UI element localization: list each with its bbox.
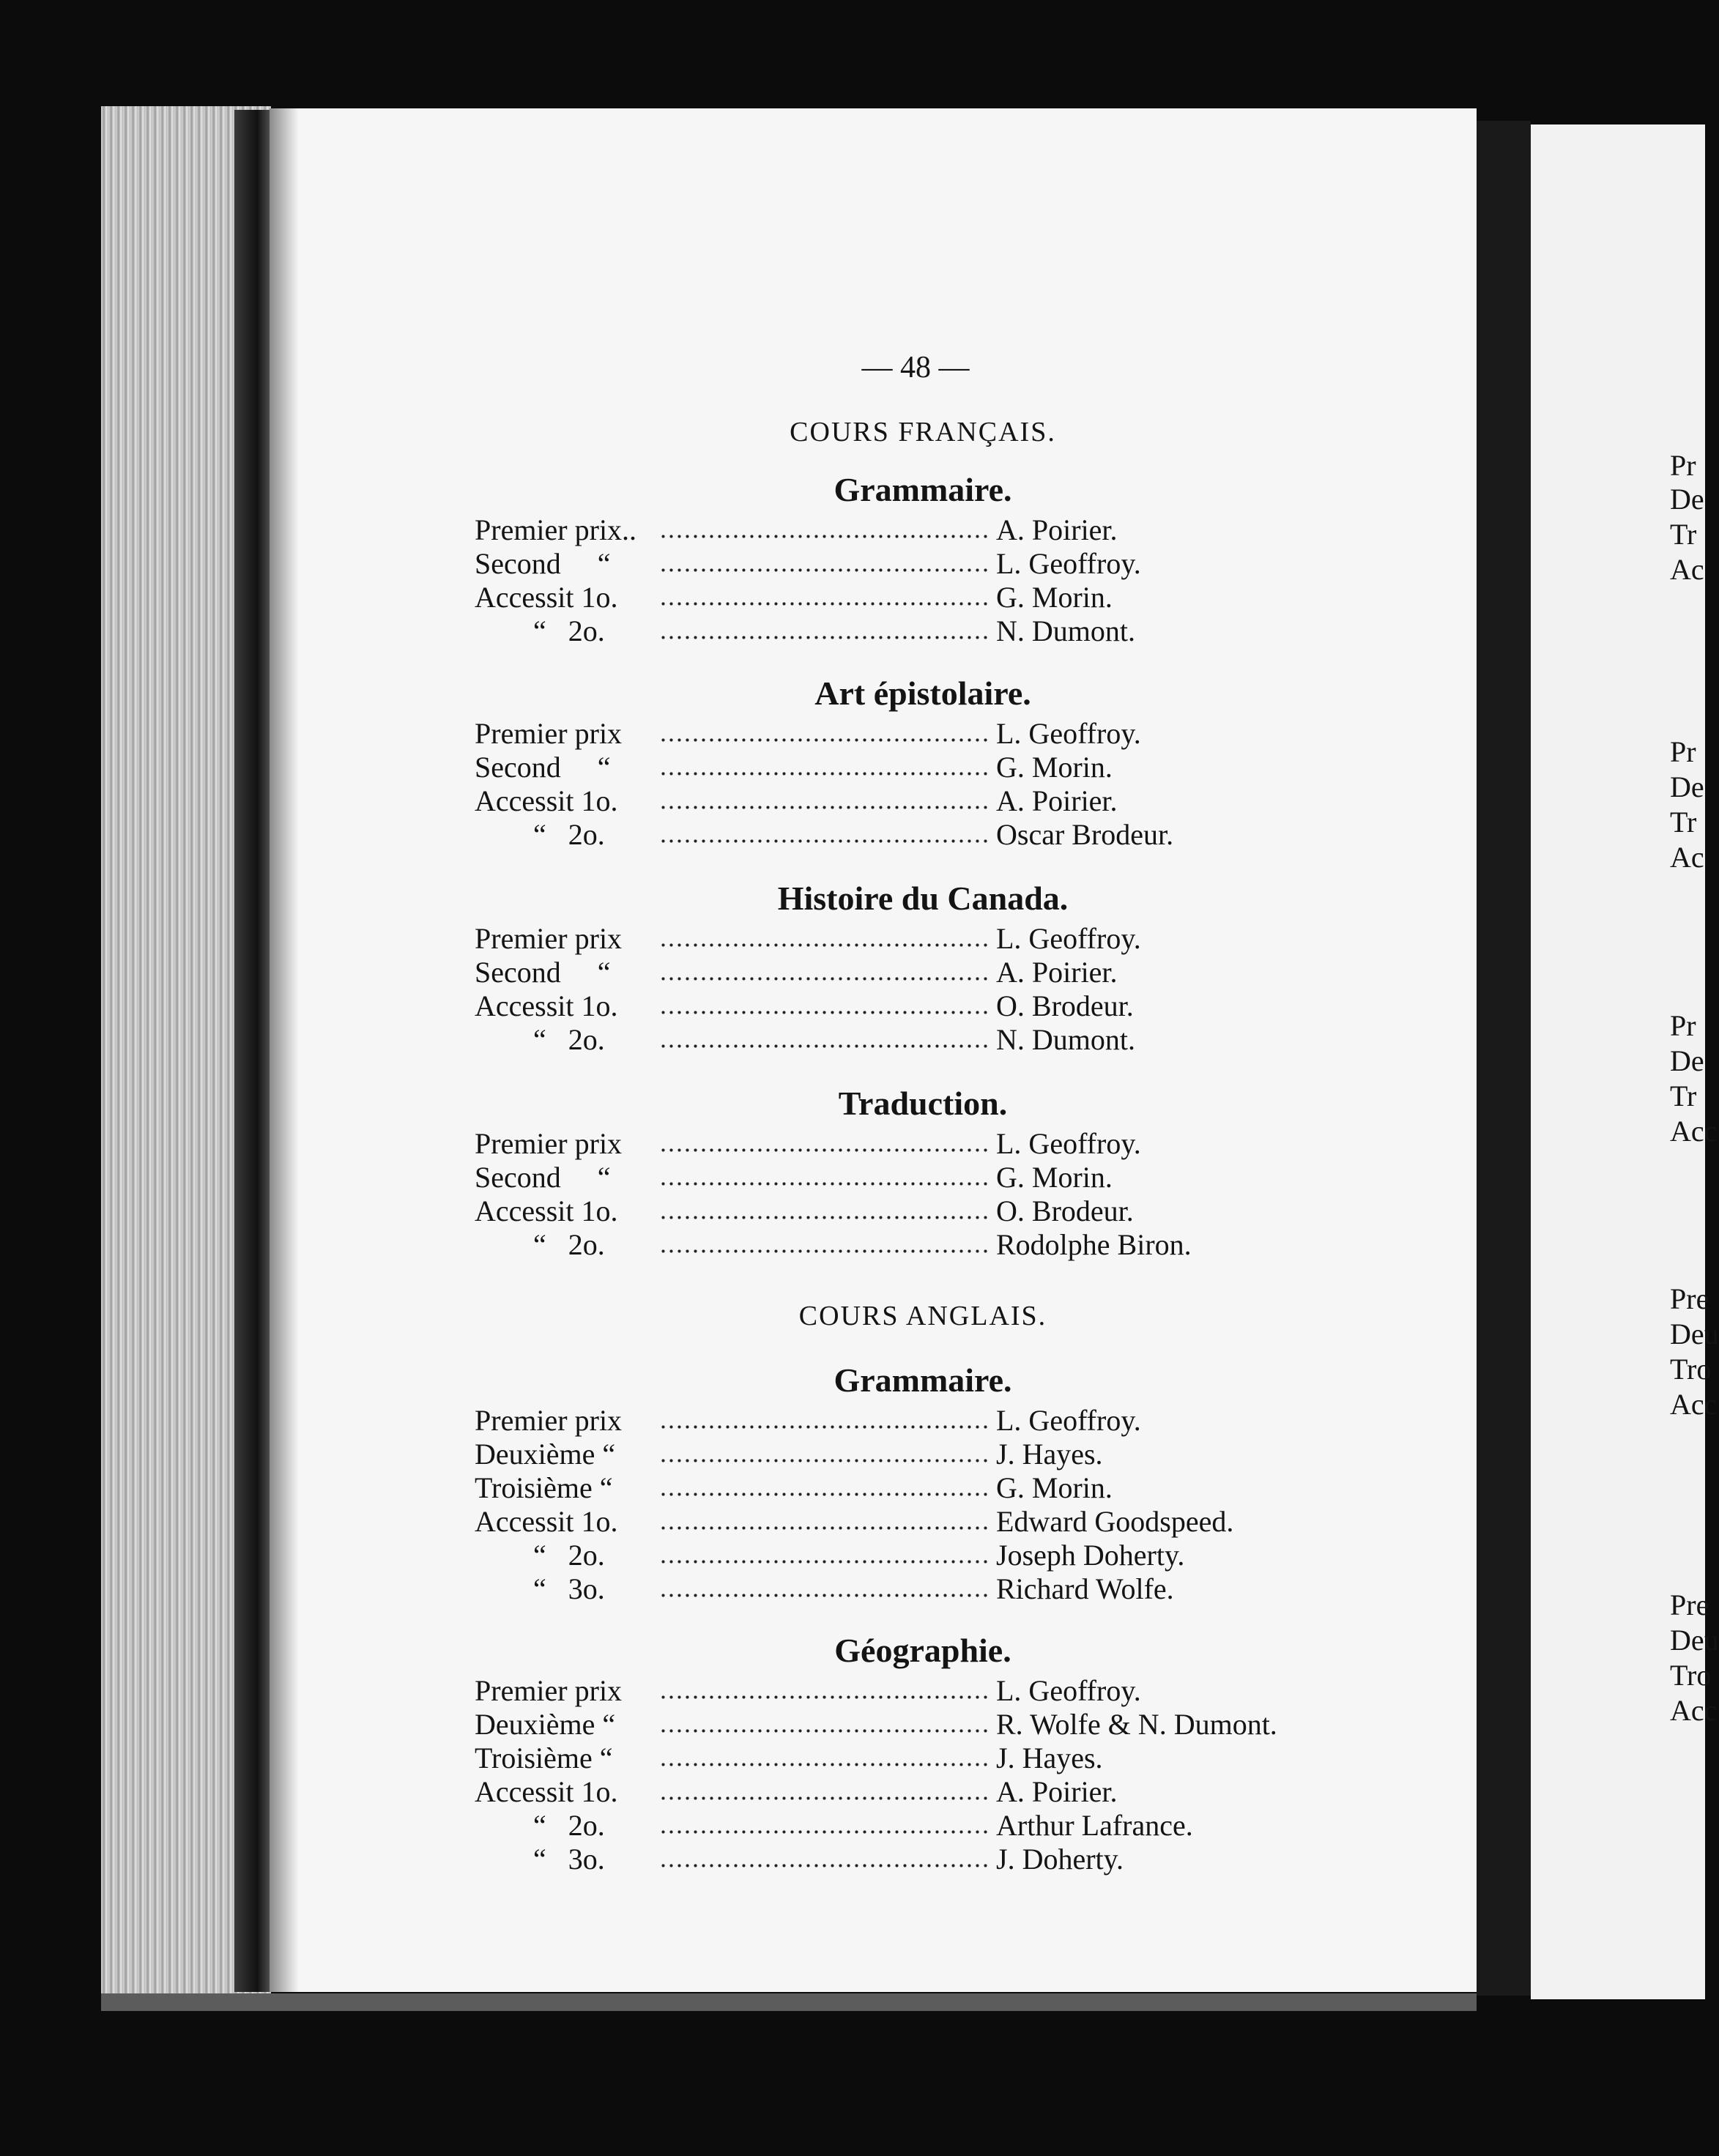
prize-winner: L. Geoffroy. <box>996 1127 1141 1160</box>
prize-row <box>0 817 1477 851</box>
right-page-fragment: Deu <box>1670 1624 1719 1657</box>
prize-winner: G. Morin. <box>996 1471 1113 1504</box>
prize-label: “ 2o. <box>533 1023 605 1056</box>
prize-winner: L. Geoffroy. <box>996 1404 1141 1437</box>
prize-winner: N. Dumont. <box>996 614 1135 647</box>
prize-label: Accessit 1o. <box>475 989 618 1022</box>
prize-row <box>0 1774 1477 1808</box>
right-page-fragment: Acc <box>1670 1115 1718 1148</box>
prize-winner: G. Morin. <box>996 1161 1113 1194</box>
prize-row <box>0 1538 1477 1572</box>
prize-row <box>0 1022 1477 1056</box>
prize-winner: G. Morin. <box>996 581 1113 614</box>
prize-row <box>0 1504 1477 1538</box>
prize-row <box>0 989 1477 1022</box>
dot-leader <box>659 1182 990 1186</box>
dot-leader <box>659 943 990 947</box>
dot-leader <box>659 1526 990 1530</box>
dot-leader <box>659 806 990 809</box>
dot-leader <box>659 1763 990 1766</box>
prize-row <box>0 580 1477 614</box>
prize-row <box>0 1437 1477 1471</box>
prize-winner: O. Brodeur. <box>996 1194 1134 1227</box>
dot-leader <box>659 1729 990 1733</box>
prize-label: Premier prix <box>475 1404 623 1437</box>
prize-row <box>0 1126 1477 1160</box>
prize-row <box>0 784 1477 817</box>
prize-row <box>0 614 1477 647</box>
prize-winner: O. Brodeur. <box>996 989 1134 1022</box>
prize-winner: Richard Wolfe. <box>996 1572 1174 1605</box>
prize-label: Premier prix <box>475 922 623 955</box>
prize-label: “ 2o. <box>533 1228 605 1261</box>
dot-leader <box>659 1560 990 1564</box>
prize-row <box>0 1227 1477 1261</box>
dot-leader <box>659 1830 990 1834</box>
prize-winner: N. Dumont. <box>996 1023 1135 1056</box>
dot-leader <box>659 1695 990 1699</box>
prize-winner: Rodolphe Biron. <box>996 1228 1192 1261</box>
dot-leader <box>659 1249 990 1253</box>
prize-row <box>0 1403 1477 1437</box>
prize-label: Accessit 1o. <box>475 1194 618 1227</box>
right-page-fragment: Tr <box>1670 1079 1697 1112</box>
prize-label: Premier prix <box>475 1127 623 1160</box>
prize-row <box>0 1842 1477 1876</box>
right-page-fragment: De <box>1670 483 1704 516</box>
subject-heading: Histoire du Canada. <box>777 880 1069 917</box>
dot-leader <box>659 839 990 843</box>
dot-leader <box>659 636 990 639</box>
prize-label: Premier prix.. <box>475 513 637 546</box>
right-page-fragment: Pr <box>1670 449 1696 482</box>
right-page-fragment: Ac <box>1670 553 1704 586</box>
prize-label: Deuxième “ <box>475 1708 616 1741</box>
right-page-fragment: Pr <box>1670 1009 1696 1042</box>
prize-row <box>0 921 1477 955</box>
prize-row <box>0 1160 1477 1194</box>
prize-row <box>0 1707 1477 1741</box>
prize-winner: L. Geoffroy. <box>996 717 1141 750</box>
prize-label: “ 3o. <box>533 1843 605 1876</box>
prize-winner: A. Poirier. <box>996 1775 1118 1808</box>
dot-leader <box>659 1864 990 1867</box>
prize-winner: Edward Goodspeed. <box>996 1505 1234 1538</box>
prize-winner: R. Wolfe & N. Dumont. <box>996 1708 1277 1741</box>
prize-winner: J. Hayes. <box>996 1741 1103 1774</box>
prize-winner: G. Morin. <box>996 751 1113 784</box>
right-page-fragment: Tr <box>1670 518 1697 551</box>
subject-heading: Grammaire. <box>833 1361 1012 1399</box>
prize-label: Second “ <box>475 1161 611 1194</box>
prize-label: “ 3o. <box>533 1572 605 1605</box>
dot-leader <box>659 568 990 572</box>
dot-leader <box>659 1011 990 1014</box>
prize-label: Accessit 1o. <box>475 581 618 614</box>
prize-label: Troisième “ <box>475 1741 613 1774</box>
page-number: — 48 — <box>861 351 970 384</box>
prize-row <box>0 513 1477 546</box>
prize-row <box>0 1572 1477 1605</box>
subject-heading: Grammaire. <box>833 471 1012 508</box>
dot-leader <box>659 535 990 538</box>
dot-leader <box>659 772 990 776</box>
subject-heading: Traduction. <box>838 1085 1008 1122</box>
course-heading: COURS ANGLAIS. <box>798 1301 1047 1331</box>
dot-leader <box>659 1796 990 1800</box>
dot-leader <box>659 1594 990 1597</box>
dot-leader <box>659 1493 990 1496</box>
prize-row <box>0 1471 1477 1504</box>
prize-label: Accessit 1o. <box>475 784 618 817</box>
right-page-fragment: Acc <box>1670 1694 1718 1727</box>
right-page-fragment: Pre <box>1670 1588 1709 1621</box>
prize-label: Accessit 1o. <box>475 1775 618 1808</box>
right-page-fragment: Ac <box>1670 841 1704 874</box>
prize-label: Troisième “ <box>475 1471 613 1504</box>
dot-leader <box>659 1425 990 1429</box>
prize-winner: L. Geoffroy. <box>996 922 1141 955</box>
prize-row <box>0 1194 1477 1227</box>
prize-label: “ 2o. <box>533 818 605 851</box>
prize-row <box>0 1741 1477 1774</box>
prize-row <box>0 716 1477 750</box>
prize-label: Accessit 1o. <box>475 1505 618 1538</box>
prize-winner: L. Geoffroy. <box>996 547 1141 580</box>
prize-row <box>0 955 1477 989</box>
dot-leader <box>659 1148 990 1152</box>
dot-leader <box>659 1044 990 1048</box>
prize-row <box>0 546 1477 580</box>
dot-leader <box>659 602 990 606</box>
right-page-fragment: Acc <box>1670 1388 1718 1421</box>
prize-winner: Arthur Lafrance. <box>996 1809 1193 1842</box>
prize-winner: A. Poirier. <box>996 956 1118 989</box>
prize-winner: A. Poirier. <box>996 784 1118 817</box>
right-page-fragment: Tr <box>1670 806 1697 839</box>
subject-heading: Art épistolaire. <box>814 674 1031 712</box>
course-heading: COURS FRANÇAIS. <box>790 417 1056 447</box>
prize-label: Second “ <box>475 547 611 580</box>
dot-leader <box>659 1216 990 1219</box>
right-page-fragment: De <box>1670 770 1704 803</box>
dot-leader <box>659 977 990 981</box>
prize-label: Deuxième “ <box>475 1438 616 1471</box>
prize-label: Premier prix <box>475 1674 623 1707</box>
right-page-fragment: Tro <box>1670 1353 1712 1386</box>
prize-winner: J. Hayes. <box>996 1438 1103 1471</box>
dot-leader <box>659 738 990 742</box>
prize-row <box>0 750 1477 784</box>
prize-label: Second “ <box>475 956 611 989</box>
prize-label: “ 2o. <box>533 614 605 647</box>
subject-heading: Géographie. <box>834 1632 1011 1669</box>
prize-label: Premier prix <box>475 717 623 750</box>
right-page-fragment: Pr <box>1670 735 1696 768</box>
right-page-fragment: De <box>1670 1044 1704 1077</box>
prize-winner: L. Geoffroy. <box>996 1674 1141 1707</box>
prize-row <box>0 1673 1477 1707</box>
right-page-fragment: Pre <box>1670 1282 1709 1315</box>
prize-row <box>0 1808 1477 1842</box>
prize-winner: Joseph Doherty. <box>996 1539 1185 1572</box>
right-page-fragment: Deu <box>1670 1317 1719 1350</box>
prize-winner: Oscar Brodeur. <box>996 818 1174 851</box>
prize-winner: J. Doherty. <box>996 1843 1124 1876</box>
prize-winner: A. Poirier. <box>996 513 1118 546</box>
prize-label: “ 2o. <box>533 1809 605 1842</box>
prize-label: “ 2o. <box>533 1539 605 1572</box>
right-page-fragment: Tro <box>1670 1659 1712 1692</box>
dot-leader <box>659 1459 990 1462</box>
prize-label: Second “ <box>475 751 611 784</box>
